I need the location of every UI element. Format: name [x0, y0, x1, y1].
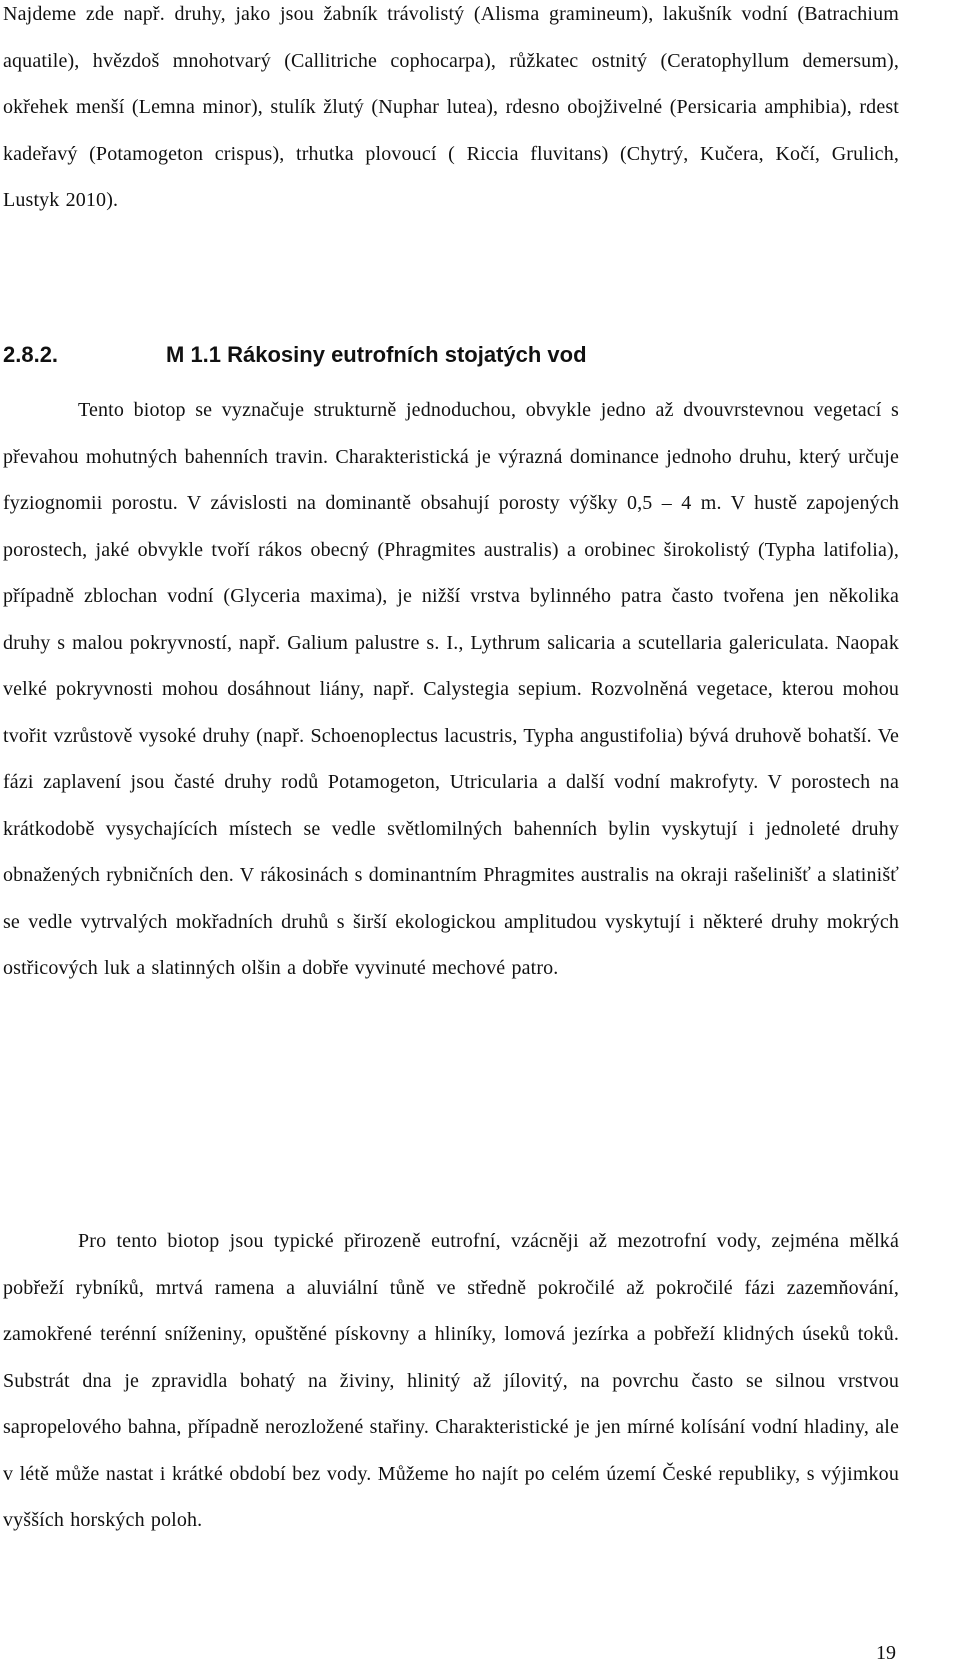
paragraph-species-list: Najdeme zde např. druhy, jako jsou žabník trávolistý (Alisma gramineum), lakušník vodní (Batrachium aquatile), hvězdoš mnohotvarý (Callitriche cophocarpa), růžkatec ostnitý (Ceratophyllum demersum), okřehek menší (Lemna minor), stulík žlutý (Nuphar lutea), rdesno obojživelné (Persicaria amphibia), rdest kadeřavý (Potamogeton crispus), trhutka plovoucí ( Riccia fluvitans) (Chytrý, Kučera, Kočí, Grulich, Lustyk 2010). [3, 3, 899, 211]
paragraph-biotope-habitat: Pro tento biotop jsou typické přirozeně eutrofní, vzácněji až mezotrofní vody, zejména mělká pobřeží rybníků, mrtvá ramena a aluviální tůně ve středně pokročilé až pokročilé fázi zazemňování, zamokřené terénní sníženiny, opuštěné pískovny a hliníky, lomová jezírka a pobřeží klidných úseků toků. Substrát dna je zpravidla bohatý na živiny, hlinitý až jílovitý, na povrchu často se silnou vrstvou sapropelového bahna, případně nerozložené stařiny. Charakteristické je jen mírné kolísání vodní hladiny, ale v létě může nastat i krátké období bez vody. Můžeme ho najít po celém území České republiky, s výjimkou vyšších horských poloh. [3, 1230, 899, 1531]
paragraph-biotope-description: Tento biotop se vyznačuje strukturně jednoduchou, obvykle jedno až dvouvrstevnou vegetací s převahou mohutných bahenních travin. Charakteristická je výrazná dominance jednoho druhu, který určuje fyziognomii porostu. V závislosti na dominantě obsahují porosty výšky 0,5 – 4 m. V hustě zapojených porostech, jaké obvykle tvoří rákos obecný (Phragmites australis) a orobinec širokolistý (Typha latifolia), případně zblochan vodní (Glyceria maxima), je nižší vrstva bylinného patra často tvořena jen několika druhy s malou pokryvností, např. Galium palustre s. I., Lythrum salicaria a scutellaria galericulata. Naopak velké pokryvnosti mohou dosáhnout liány, např. Calystegia sepium. Rozvolněná vegetace, kterou mohou tvořit vzrůstově vysoké druhy (např. Schoenoplectus lacustris, Typha angustifolia) bývá druhově bohatší. Ve fázi zaplavení jsou časté druhy rodů Potamogeton, Utricularia a další vodní makrofyty. V porostech na krátkodobě vysychajících místech se vedle světlomilných bahenních bylin vyskytují i jednoleté druhy obnažených rybničních den. V rákosinách s dominantním Phragmites australis na okraji rašelinišť a slatinišť se vedle vytrvalých mokřadních druhů s širší ekologickou amplitudou vyskytují i některé druhy mokrých ostřicových luk a slatinných olšin a dobře vyvinuté mechové patro. [3, 399, 899, 979]
section-number: 2.8.2. [3, 342, 59, 367]
page-number: 19 [876, 1642, 896, 1664]
section-title: M 1.1 Rákosiny eutrofních stojatých vod [166, 342, 587, 367]
section-heading [3, 335, 587, 375]
